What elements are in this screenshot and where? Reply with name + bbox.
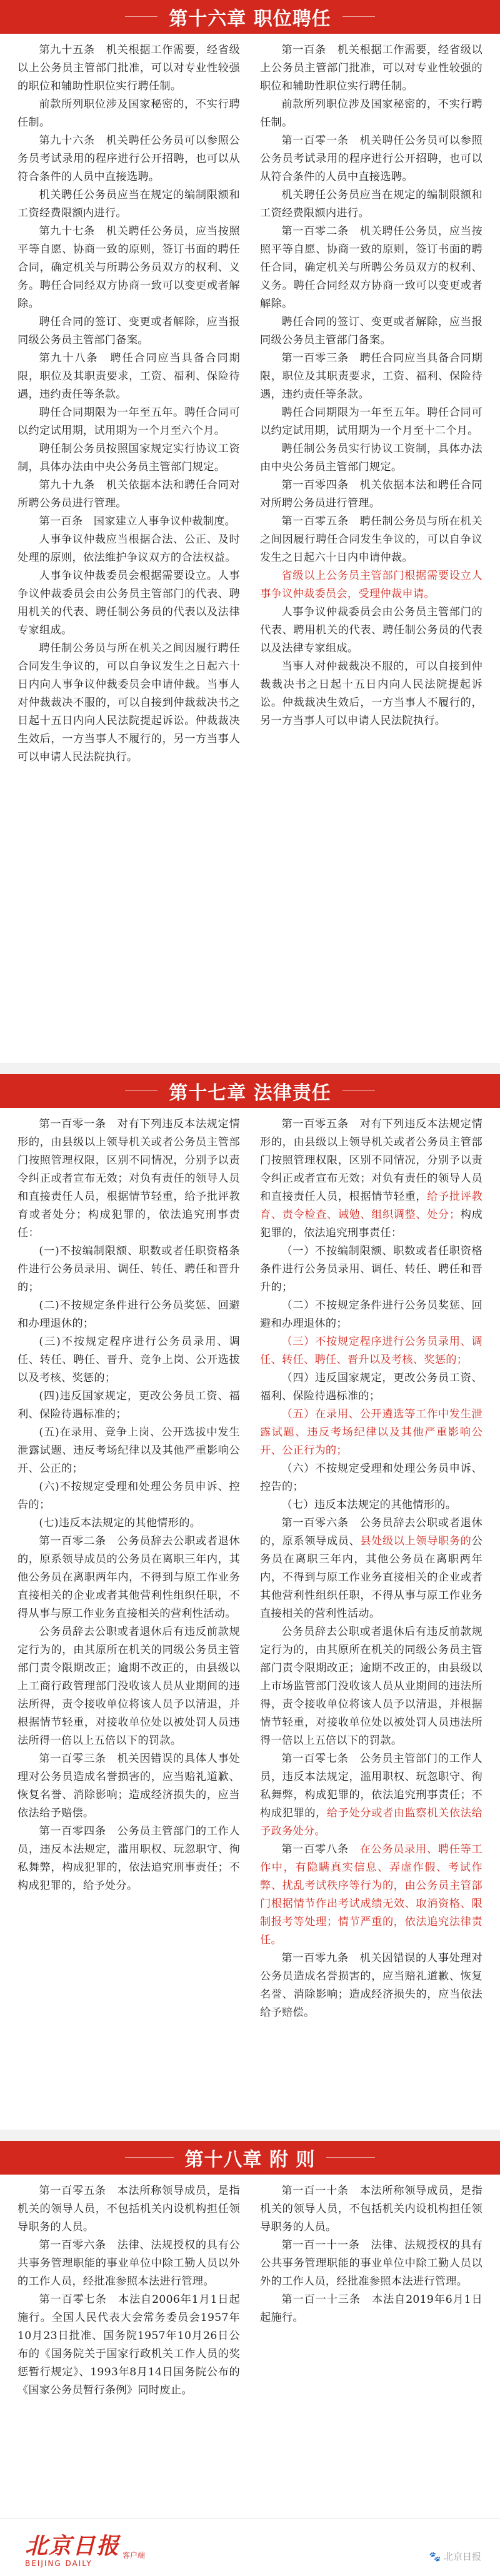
article-paragraph: 人事争议仲裁应当根据合法、公正、及时处理的原则，依法维护争议双方的合法权益。 bbox=[18, 533, 240, 564]
amended-text: 县处级以上领导职务的 bbox=[360, 1535, 472, 1547]
article-paragraph: 第一百零四条 公务员主管部门的工作人员，违反本法规定，滥用职权、玩忽职守、徇私舞弊，构成犯罪的，依法追究刑事责任；不构成犯罪的，给予处分。 bbox=[18, 1825, 240, 1892]
paw-icon: 🐾 bbox=[429, 2551, 441, 2562]
chapter-title: 第十七章 法律责任 bbox=[158, 1077, 342, 1105]
article-text: 聘任合同的签订、变更或者解除，应当报同级公务员主管部门备案。 bbox=[260, 316, 482, 346]
article-text: 公务员在离职三年内，其他公务员在离职两年内，不得到与原工作业务直接相关的企业或者其他营利性组织任职，不得从事与原工作业务直接相关的营利性活动。 bbox=[260, 1535, 482, 1620]
article-paragraph: 公务员辞去公职或者退休后有违反前款规定行为的，由其原所在机关的同级公务员主管部门责令限期改正；逾期不改正的，由县级以上工商行政管理部门没收该人员从业期间的违法所得，责令接收单位将该人员予以清退，并根据情节轻重，对接收单位处以被处罚人员违法所得一倍以上五倍以下的罚款。 bbox=[18, 1626, 240, 1747]
article-paragraph bbox=[260, 350, 482, 404]
amended-text: 在公务员录用、聘任等工作中，有隐瞒真实信息、弄虚作假、考试作弊、扰乱考试秩序等行为的，由公务员主管部门根据情节作出考试成绩无效、取消资格、限制报考等处理；情节严重的，依法追究法律责任。 bbox=[260, 1843, 482, 1946]
article-paragraph bbox=[260, 1460, 482, 1496]
article-paragraph: 第九十九条 机关依据本法和聘任合同对所聘公务员进行管理。 bbox=[18, 479, 240, 510]
article-text: （六）不按规定受理和处理公务员申诉、控告的； bbox=[260, 1462, 482, 1493]
article-paragraph: (五)在录用、竞争上岗、公开选拔中发生泄露试题、违反考场纪律以及其他严重影响公开、公正的； bbox=[18, 1426, 240, 1475]
article-paragraph: 第一百零一条 对有下列违反本法规定情形的，由县级以上领导机关或者公务员主管部门按照管理权限，区别不同情况，分别予以责令纠正或者宣布无效；对负有责任的领导人员和直接责任人员，根据情节轻重，给予批评教育或者处分；构成犯罪的，依法追究刑事责任： bbox=[18, 1118, 240, 1239]
article-paragraph bbox=[260, 567, 482, 603]
article-paragraph: 第一百零六条 法律、法规授权的具有公共事务管理职能的事业单位中除工勤人员以外的工作人员，经批准参照本法进行管理。 bbox=[18, 2239, 240, 2288]
logo-en: BEIJING DAILY bbox=[25, 2559, 92, 2568]
article-text: 第一百条 机关根据工作需要，经省级以上公务员主管部门批准，可以对专业性较强的职位和辅助性职位实行聘任制。 bbox=[260, 44, 482, 93]
article-paragraph: 第一百零三条 机关因错误的具体人事处理对公务员造成名誉损害的，应当赔礼道歉、恢复名誉、消除影响；造成经济损失的，应当依法给予赔偿。 bbox=[18, 1753, 240, 1819]
article-paragraph: 第九十八条 聘任合同应当具备合同期限，职位及其职责要求，工资、福利、保险待遇，违约责任等条款。 bbox=[18, 352, 240, 401]
article-text: 第一百零七条 公务员主管部门的工作人员，违反本法规定，滥用职权、玩忽职守、徇私舞弊，构成犯罪的，依法追究刑事责任；不构成犯罪的， bbox=[260, 1753, 482, 1819]
article-paragraph: 前款所列职位涉及国家秘密的，不实行聘任制。 bbox=[18, 98, 240, 129]
amended-text: 给予处分或者由监察机关依法给予政务处分。 bbox=[260, 1807, 482, 1838]
article-text: （一）不按编制限额、职数或者任职资格条件进行公务员录用、调任、转任、聘任和晋升的； bbox=[260, 1245, 482, 1294]
article-paragraph bbox=[260, 1115, 482, 1242]
article-paragraph bbox=[260, 313, 482, 350]
article-paragraph: 第九十六条 机关聘任公务员可以参照公务员考试录用的程序进行公开招聘，也可以从符合条件的人员中直接选聘。 bbox=[18, 134, 240, 183]
article-paragraph bbox=[260, 41, 482, 96]
article-paragraph: 聘任制公务员与所在机关之间因履行聘任合同发生争议的，可以自争议发生之日起六十日内向人事争议仲裁委员会申请仲裁。当事人对仲裁裁决不服的，可以自接到仲裁裁决书之日起十五日内向人民法院提起诉讼。仲裁裁决生效后，一方当事人不履行的，另一方当事人可以申请人民法院执行。 bbox=[18, 642, 240, 763]
article-text: 人事争议仲裁委员会由公务员主管部门的代表、聘用机关的代表、聘任制公务员的代表以及法律专家组成。 bbox=[260, 606, 482, 655]
beijing-daily-logo[interactable] bbox=[25, 2528, 145, 2568]
article-text: 第一百一十三条 本法自2019年6月1日起施行。 bbox=[260, 2293, 482, 2324]
article-paragraph: 聘任制公务员按照国家规定实行协议工资制，具体办法由中央公务员主管部门规定。 bbox=[18, 443, 240, 473]
article-paragraph bbox=[260, 404, 482, 440]
article-text: （七）违反本法规定的其他情形的。 bbox=[281, 1499, 457, 1511]
article-text: （二）不按规定条件进行公务员奖惩、回避和办理退休的； bbox=[260, 1299, 482, 1330]
chapter-title: 第十八章 附 则 bbox=[174, 2144, 327, 2171]
amended-text: （三）不按规定程序进行公务员录用、调任、转任、聘任、晋升以及考核、奖惩的； bbox=[260, 1336, 482, 1366]
article-paragraph: 第一百条 国家建立人事争议仲裁制度。 bbox=[39, 515, 236, 528]
article-paragraph: 第九十七条 机关聘任公务员，应当按照平等自愿、协商一致的原则，签订书面的聘任合同，确定机关与所聘公务员双方的权利、义务。聘任合同经双方协商一致可以变更或者解除。 bbox=[18, 225, 240, 310]
new-law-column bbox=[260, 41, 482, 767]
article-text: 当事人对仲裁裁决不服的，可以自接到仲裁裁决书之日起十五日内向人民法院提起诉讼。仲裁裁决生效后，一方当事人不履行的，另一方当事人可以申请人民法院执行。 bbox=[260, 660, 482, 727]
article-paragraph bbox=[260, 1333, 482, 1369]
article-text: 第一百零九条 机关因错误的人事处理对公务员造成名誉损害的，应当赔礼道歉、恢复名誉、消除影响；造成经济损失的，应当依法给予赔偿。 bbox=[260, 1952, 482, 2019]
article-text: 聘任制公务员实行协议工资制，具体办法由中央公务员主管部门规定。 bbox=[260, 443, 482, 473]
article-paragraph bbox=[260, 96, 482, 132]
article-paragraph: 机关聘任公务员应当在规定的编制限额和工资经费限额内进行。 bbox=[18, 189, 240, 219]
article-paragraph bbox=[260, 1841, 482, 1950]
article-text: 第一百零一条 机关聘任公务员可以参照公务员考试录用的程序进行公开招聘，也可以从符合条件的人员中直接选聘。 bbox=[260, 134, 482, 183]
article-text: 第一百零四条 机关依据本法和聘任合同对所聘公务员进行管理。 bbox=[260, 479, 482, 510]
chapter-17-body bbox=[0, 1115, 500, 2022]
article-paragraph: (一)不按编制限额、职数或者任职资格条件进行公务员录用、调任、转任、聘任和晋升的； bbox=[18, 1245, 240, 1294]
article-paragraph bbox=[260, 658, 482, 730]
article-paragraph bbox=[260, 1623, 482, 1750]
article-paragraph bbox=[260, 2182, 482, 2236]
article-paragraph bbox=[260, 1297, 482, 1333]
article-paragraph: (三)不按规定程序进行公务员录用、调任、转任、聘任、晋升、竞争上岗、公开选拔以及考核、奖惩的； bbox=[18, 1336, 240, 1384]
article-paragraph bbox=[260, 1406, 482, 1460]
article-text: 公务员辞去公职或者退休后有违反前款规定行为的，由其原所在机关的同级公务员主管部门责令限期改正；逾期不改正的，由县级以上市场监管部门没收该人员从业期间的违法所得，责令接收单位将该人员予以清退，并根据情节轻重，对接收单位处以被处罚人员违法所得一倍以上五倍以下的罚款。 bbox=[260, 1626, 482, 1747]
article-paragraph: (七)违反本法规定的其他情形的。 bbox=[39, 1517, 201, 1529]
article-paragraph bbox=[260, 1369, 482, 1406]
article-paragraph: 聘任合同期限为一年至五年。聘任合同可以约定试用期，试用期为一个月至六个月。 bbox=[18, 406, 240, 437]
chapter-18-header bbox=[0, 2141, 500, 2175]
article-text: 构成犯罪的，依法追究刑事责任： bbox=[260, 1209, 482, 1239]
article-paragraph bbox=[260, 1242, 482, 1297]
article-text: 第一百一十一条 法律、法规授权的具有公共事务管理职能的事业单位中除工勤人员以外的工作人员，经批准参照本法进行管理。 bbox=[260, 2239, 482, 2288]
article-paragraph bbox=[260, 186, 482, 223]
chapter-title: 第十六章 职位聘任 bbox=[158, 3, 342, 31]
logo-text: 北京日报 bbox=[25, 2533, 121, 2559]
article-paragraph bbox=[260, 603, 482, 658]
article-paragraph: (四)违反国家规定，更改公务员工资、福利、保险待遇标准的； bbox=[18, 1390, 240, 1421]
article-text: 第一百零二条 机关聘任公务员，应当按照平等自愿、协商一致的原则，签订书面的聘任合同，确定机关与所聘公务员双方的权利、义务。聘任合同经双方协商一致可以变更或者解除。 bbox=[260, 225, 482, 310]
article-paragraph: (二)不按规定条件进行公务员奖惩、回避和办理退休的； bbox=[18, 1299, 240, 1330]
article-paragraph: 第一百零五条 本法所称领导成员，是指机关的领导人员，不包括机关内设机构担任领导职务的人员。 bbox=[18, 2185, 240, 2233]
article-text: 第一百零三条 聘任合同应当具备合同期限，职位及其职责要求，工资、福利、保险待遇，违约责任等条款。 bbox=[260, 352, 482, 401]
article-paragraph: 第一百零七条 本法自2006年1月1日起施行。全国人民代表大会常务委员会1957年10月23日批准、国务院1957年10月26日公布的《国务院关于国家行政机关工作人员的奖惩暂行规定》、1993年8月14日国务院公布的《国家公务员暂行条例》同时废止。 bbox=[18, 2293, 240, 2397]
article-paragraph bbox=[260, 440, 482, 476]
chapter-16-header bbox=[0, 0, 500, 34]
new-law-column bbox=[260, 1115, 482, 2022]
amended-text: （五）在录用、公开遴选等工作中发生泄露试题、违反考场纪律以及其他严重影响公开、公正行为的； bbox=[260, 1408, 482, 1457]
amended-text: 给予批评教育、责令检查、诫勉、组织调整、处分； bbox=[260, 1190, 482, 1221]
article-paragraph: (六)不按规定受理和处理公务员申诉、控告的； bbox=[18, 1481, 240, 1511]
article-paragraph bbox=[260, 132, 482, 186]
article-paragraph: 人事争议仲裁委员会根据需要设立。人事争议仲裁委员会由公务员主管部门的代表、聘用机关的代表、聘任制公务员的代表以及法律专家组成。 bbox=[18, 570, 240, 636]
article-paragraph bbox=[260, 1496, 482, 1514]
article-text: （四）违反国家规定，更改公务员工资、福利、保险待遇标准的； bbox=[260, 1372, 482, 1402]
article-paragraph bbox=[260, 476, 482, 513]
watermark bbox=[429, 2550, 481, 2563]
logo-sub: 客户端 bbox=[122, 2551, 146, 2560]
chapter-16-body bbox=[0, 41, 500, 767]
article-text: 第一百零八条 bbox=[281, 1843, 360, 1856]
article-text: 第一百一十条 本法所称领导成员，是指机关的领导人员，不包括机关内设机构担任领导职务的人员。 bbox=[260, 2185, 482, 2233]
article-text: 前款所列职位涉及国家秘密的，不实行聘任制。 bbox=[260, 98, 482, 129]
article-text: 第一百零六条 公务员辞去公职或者退休的，原系领导成员、 bbox=[260, 1517, 482, 1547]
chapter-17-header bbox=[0, 1074, 500, 1108]
old-law-column bbox=[18, 2182, 240, 2400]
article-paragraph bbox=[260, 1514, 482, 1623]
article-paragraph bbox=[260, 513, 482, 567]
article-paragraph bbox=[260, 2236, 482, 2291]
section-divider bbox=[0, 2130, 500, 2141]
watermark-text: 北京日报 bbox=[443, 2551, 481, 2562]
new-law-column bbox=[260, 2182, 482, 2400]
article-text: 聘任合同期限为一年至五年。聘任合同可以约定试用期，试用期为一个月至十二个月。 bbox=[260, 406, 482, 437]
article-paragraph: 第九十五条 机关根据工作需要，经省级以上公务员主管部门批准，可以对专业性较强的职位和辅助性职位实行聘任制。 bbox=[18, 44, 240, 93]
article-text: 第一百零五条 对有下列违反本法规定情形的，由县级以上领导机关或者公务员主管部门按照管理权限，区别不同情况，分别予以责令纠正或者宣布无效；对负有责任的领导人员和直接责任人员，根据情节轻重， bbox=[260, 1118, 482, 1203]
article-paragraph bbox=[260, 1950, 482, 2022]
old-law-column bbox=[18, 41, 240, 767]
footer bbox=[0, 2518, 500, 2576]
chapter-18-body bbox=[0, 2182, 500, 2400]
article-paragraph: 第一百零二条 公务员辞去公职或者退休的，原系领导成员的公务员在离职三年内，其他公务员在离职两年内，不得到与原工作业务直接相关的企业或者其他营利性组织任职，不得从事与原工作业务直接相关的营利性活动。 bbox=[18, 1535, 240, 1620]
amended-text: 省级以上公务员主管部门根据需要设立人事争议仲裁委员会，受理仲裁申请。 bbox=[260, 570, 482, 600]
article-paragraph bbox=[260, 1750, 482, 1841]
article-paragraph bbox=[260, 2291, 482, 2327]
section-divider bbox=[0, 1063, 500, 1074]
old-law-column bbox=[18, 1115, 240, 2022]
article-paragraph: 聘任合同的签订、变更或者解除，应当报同级公务员主管部门备案。 bbox=[18, 316, 240, 346]
article-text: 第一百零五条 聘任制公务员与所在机关之间因履行聘任合同发生争议的，可以自争议发生之日起六十日内申请仲裁。 bbox=[260, 515, 482, 564]
article-text: 机关聘任公务员应当在规定的编制限额和工资经费限额内进行。 bbox=[260, 189, 482, 219]
article-paragraph bbox=[260, 223, 482, 313]
